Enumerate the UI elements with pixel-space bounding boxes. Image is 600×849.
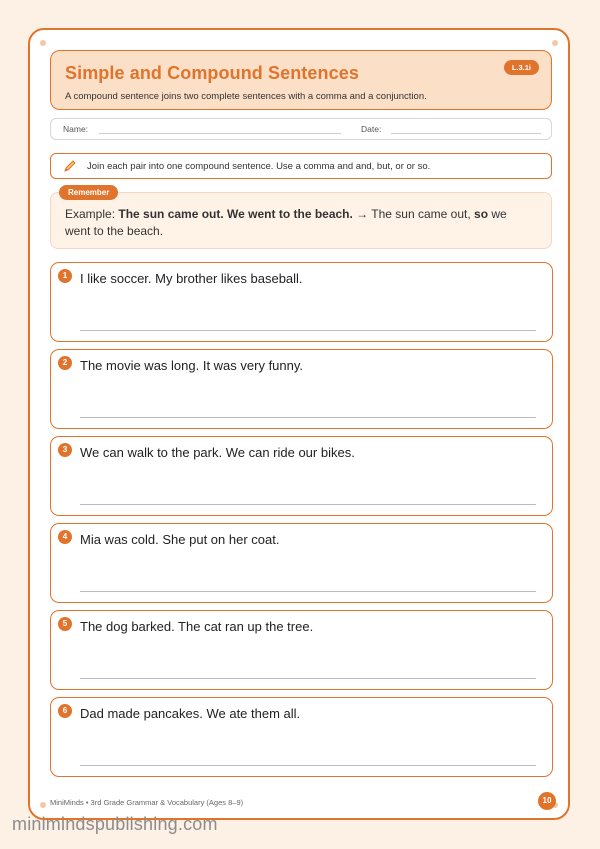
item-sentence: We can walk to the park. We can ride our bikes. — [80, 445, 355, 460]
exercise-item — [50, 523, 553, 603]
item-sentence: Mia was cold. She put on her coat. — [80, 532, 280, 547]
worksheet-page — [28, 28, 570, 820]
standard-badge: L.3.1i — [504, 60, 539, 75]
date-field[interactable] — [391, 133, 541, 134]
item-sentence: I like soccer. My brother likes baseball. — [80, 271, 303, 286]
item-number: 5 — [58, 617, 72, 631]
item-number: 2 — [58, 356, 72, 370]
footer-text: MiniMinds • 3rd Grade Grammar & Vocabulary (Ages 8–9) — [50, 798, 244, 807]
exercise-item — [50, 262, 553, 342]
corner-dot — [40, 40, 46, 46]
example-prefix: Example: — [65, 207, 119, 221]
instructions-box — [50, 153, 552, 179]
page-title: Simple and Compound Sentences — [65, 63, 359, 83]
remember-tag: Remember — [59, 185, 118, 200]
page-subtitle: A compound sentence joins two complete sentences with a comma and a conjunction. — [65, 91, 427, 102]
answer-line[interactable] — [80, 678, 536, 679]
answer-line[interactable] — [80, 591, 536, 592]
item-sentence: The dog barked. The cat ran up the tree. — [80, 619, 314, 634]
name-date-bar — [50, 118, 552, 140]
item-sentence: The movie was long. It was very funny. — [80, 358, 304, 373]
example-text — [65, 206, 535, 240]
exercise-item — [50, 610, 553, 690]
answer-line[interactable] — [80, 417, 536, 418]
item-number: 6 — [58, 704, 72, 718]
name-field[interactable] — [99, 133, 341, 134]
exercise-item — [50, 349, 553, 429]
item-number: 3 — [58, 443, 72, 457]
corner-dot — [40, 802, 46, 808]
answer-line[interactable] — [80, 504, 536, 505]
example-conjunction: so — [474, 207, 489, 221]
worksheet-header — [50, 50, 552, 110]
item-number: 1 — [58, 269, 72, 283]
pencil-icon — [63, 159, 77, 173]
example-rest: we went to the beach. — [65, 207, 507, 238]
exercise-item — [50, 697, 553, 777]
answer-line[interactable] — [80, 330, 536, 331]
remember-box — [50, 188, 552, 249]
answer-line[interactable] — [80, 765, 536, 766]
exercise-item — [50, 436, 553, 516]
example-arrow-text: → The sun came out, — [352, 207, 475, 221]
name-label: Name: — [63, 124, 89, 134]
example-sentences: The sun came out. We went to the beach. — [118, 207, 353, 221]
page-number-badge: 10 — [538, 792, 556, 810]
item-sentence: Dad made pancakes. We ate them all. — [80, 706, 301, 721]
watermark-text: minimindspublishing.com — [12, 814, 218, 834]
corner-dot — [552, 40, 558, 46]
date-label: Date: — [361, 124, 382, 134]
instructions-text: Join each pair into one compound sentence. Use a comma and and, but, or or so. — [87, 161, 431, 172]
item-number: 4 — [58, 530, 72, 544]
